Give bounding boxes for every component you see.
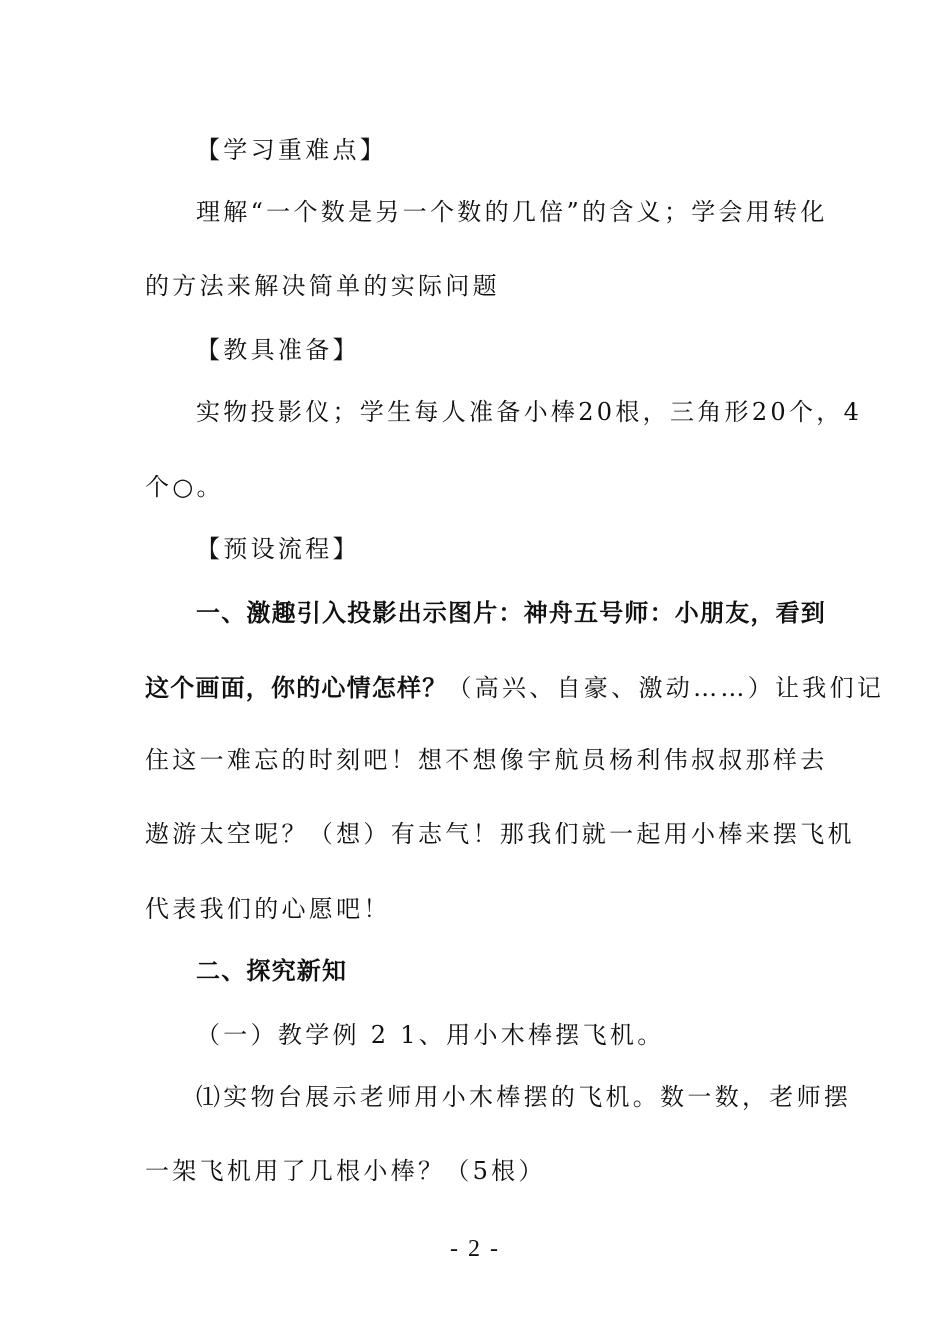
difficulty-text-1: 理解“一个数是另一个数的几倍”的含义；学会用转化 — [196, 198, 828, 226]
section2-heading: 二、探究新知 — [196, 957, 348, 985]
heading-process: 【预设流程】 — [196, 535, 360, 563]
heading-materials: 【教具准备】 — [196, 336, 360, 364]
intro-line-2-bold: 这个画面，你的心情怎样？ — [145, 674, 448, 702]
paragraph-difficulty-line-1 — [0, 196, 950, 228]
paragraph-materials-line-1: 实物投影仪；学生每人准备小棒20根，三角形20个，4 — [196, 398, 863, 426]
page-number: - 2 - — [450, 1236, 500, 1262]
step1-line-1: ⑴实物台展示老师用小木棒摆的飞机。数一数，老师摆 — [196, 1083, 852, 1111]
intro-line-3: 住这一难忘的时刻吧！想不想像宇航员杨利伟叔叔那样去 — [145, 746, 828, 774]
intro-line-5: 代表我们的心愿吧！ — [145, 895, 391, 923]
step1-line-2: 一架飞机用了几根小棒？（5根） — [145, 1157, 546, 1185]
example-line: （一）教学例 2 1、用小木棒摆飞机。 — [196, 1021, 665, 1049]
intro-line-2 — [0, 672, 950, 704]
intro-line-4: 遨游太空呢？（想）有志气！那我们就一起用小棒来摆飞机 — [145, 820, 855, 848]
paragraph-difficulty-line-2: 的方法来解决简单的实际问题 — [145, 272, 500, 300]
intro-line-1: 一、激趣引入投影出示图片：神舟五号师：小朋友，看到 — [196, 599, 826, 627]
intro-line-2-rest: （高兴、自豪、激动……）让我们记 — [447, 674, 885, 702]
paragraph-materials-line-2: 个○。 — [145, 473, 224, 501]
heading-difficulty: 【学习重难点】 — [196, 136, 388, 164]
